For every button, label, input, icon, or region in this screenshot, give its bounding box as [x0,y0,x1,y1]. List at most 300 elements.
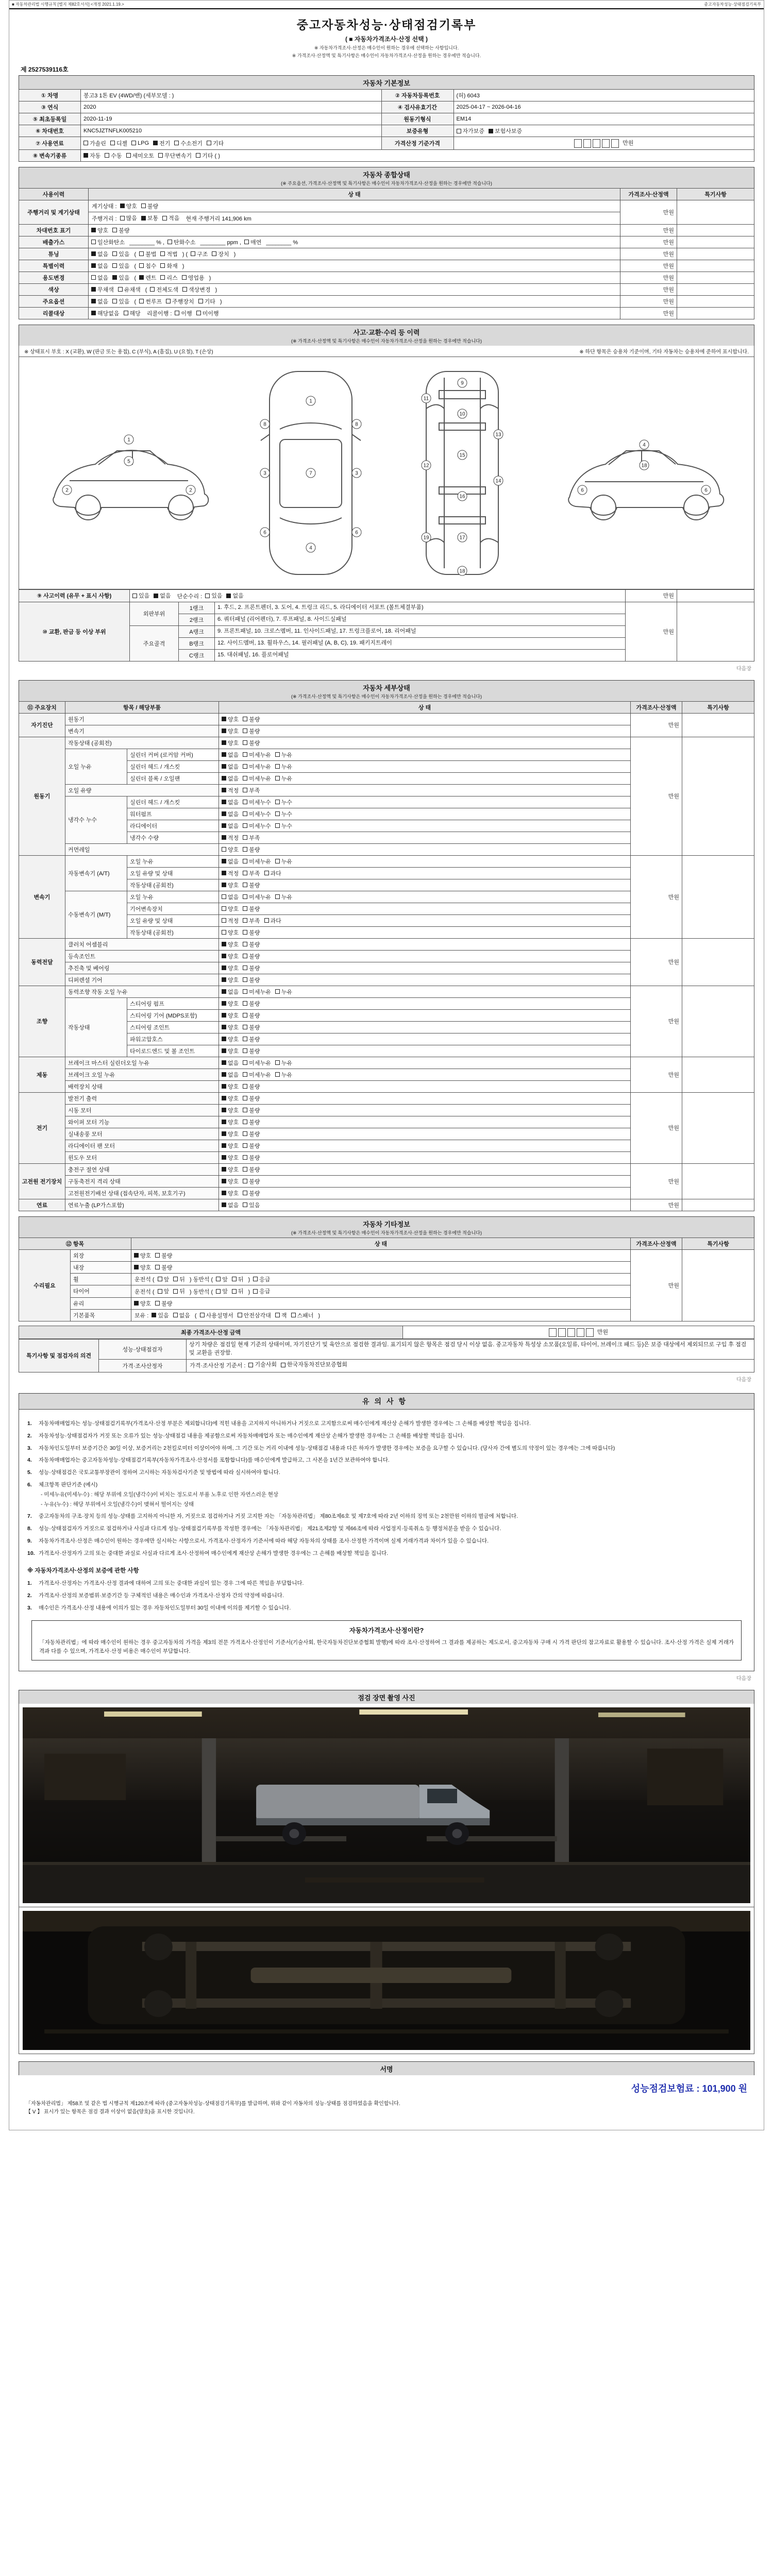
checkbox-group-cell [89,295,620,307]
checkbox-전체도색 [150,285,178,294]
field-label-cell: ⑤ 최초등록일 [19,113,81,125]
inline-text: ) [220,299,222,306]
table-row [19,260,754,272]
checkbox-box [222,1155,226,1160]
field-value-cell: 만원 [620,260,677,272]
checkbox-box [264,871,269,875]
checkbox-label: 불량 [249,941,260,948]
checkbox-group-cell [219,843,631,855]
field-label-cell: 튜닝 [19,248,89,260]
checkbox-있음 [152,1311,169,1319]
checkbox-미세누수 [243,822,271,830]
checkbox-box [173,1289,178,1294]
field-value-cell [682,1199,754,1211]
checkbox-불량 [141,202,158,210]
checkbox-label: 기타 [212,140,224,147]
checkbox-label: 영업용 [188,275,205,281]
field-value-cell: 변속기 [65,725,219,737]
checkbox-불량 [243,952,260,960]
field-label-cell: 배출가스 [19,236,89,248]
inline-text: 운전석 ( [135,1289,155,1295]
checkbox-양호 [222,1177,239,1185]
checkbox-없음 [91,250,108,258]
checkbox-group-cell [89,200,620,212]
field-value-cell: 디퍼렌셜 기어 [65,974,219,986]
inline-text: ( [134,299,137,306]
checkbox-group-cell [89,283,620,295]
checkbox-group-cell [219,914,631,926]
checkbox-양호 [134,1263,151,1272]
checkbox-label: 뒤 [238,1276,244,1283]
checkbox-리스 [160,274,177,282]
checkbox-양호 [222,845,239,854]
field-value-cell: 만원 [631,938,682,986]
inspector-opinion-table [19,1339,754,1372]
field-value-cell: 만원 [620,295,677,307]
checkbox-group-cell [81,149,754,161]
page-4 [9,1690,764,2116]
checkbox-적정 [222,834,239,842]
checkbox-box [275,764,280,769]
field-value-cell: 실린더 커버 (로커암 커버) [127,749,219,760]
field-value-cell: 시동 모터 [65,1104,219,1116]
checkbox-box [243,1191,247,1195]
checkbox-label: 있음 [119,298,130,305]
checkbox-없음 [173,1311,190,1319]
field-value-cell [682,855,754,938]
notice-body [19,1410,754,1671]
field-label-cell: 용도변경 [19,272,89,283]
checkbox-box [222,847,226,852]
checkbox-양호 [222,1142,239,1150]
checkbox-label: 불량 [119,227,130,234]
checkbox-양호 [134,1299,151,1308]
checkbox-group-cell [131,1285,631,1298]
checkbox-label: 미세누유 [249,1072,271,1078]
checkbox-label: 불량 [249,1024,260,1031]
svg-text:9: 9 [460,380,464,386]
checkbox-group-cell [219,1140,631,1151]
table-row [19,713,754,725]
checkbox-box [222,942,226,946]
field-value-cell: 와이퍼 모터 기능 [65,1116,219,1128]
checkbox-group-cell [219,1092,631,1104]
checkbox-label: 부족 [249,787,260,794]
legal-line-2: 【 V 】 표시가 있는 항목은 점검 결과 이상이 없음(양호)을 표시한 것입니다. [26,2109,195,2115]
checkbox-label: 불량 [249,1178,260,1185]
svg-text:18: 18 [459,568,465,574]
checkbox-label: 불량 [161,1264,173,1271]
checkbox-수소전기 [174,139,203,147]
field-label-cell: 리콜대상 [19,307,89,319]
checkbox-일산화탄소 [91,238,125,246]
checkbox-불량 [243,715,260,723]
field-value-cell [677,295,754,307]
checkbox-누수 [275,810,292,818]
checkbox-label: 리스 [166,275,178,281]
field-label-cell: 특기사항 및 점검자의 의견 [19,1339,99,1372]
checkbox-box [222,1048,226,1053]
checkbox-부족 [243,786,260,794]
field-value-cell [682,713,754,737]
checkbox-label: 한국자동차진단보증협회 [287,1361,347,1368]
svg-text:18: 18 [641,463,647,469]
checkbox-label: 없음 [179,1312,190,1319]
inline-text: ( [134,251,137,258]
field-label-cell: 가격조사·산정액 [620,188,677,200]
field-label-cell: 전기 [19,1092,65,1163]
table-row [19,236,754,248]
checkbox-미세누유 [243,1071,271,1079]
field-value-cell: 스티어링 조인트 [127,1021,219,1033]
next-page-marker: 다음장 [736,666,751,672]
field-label-cell: 차대번호 표기 [19,224,89,236]
checkbox-box [253,1289,258,1294]
checkbox-label: 누유 [281,989,293,995]
checkbox-없음 [222,893,239,901]
insurance-premium-value: 101,900 원 [702,2083,747,2094]
checkbox-불량 [243,881,260,889]
checkbox-box [222,1037,226,1041]
checkbox-보통 [141,214,158,222]
checkbox-label: 누유 [281,764,293,770]
checkbox-group-cell [219,1021,631,1033]
checkbox-label: 많음 [126,215,137,222]
checkbox-label: 매연 [250,239,262,246]
checkbox-label: 있음 [119,263,130,269]
field-label-cell: ② 자동차등록번호 [381,90,453,101]
checkbox-잭 [275,1311,287,1319]
checkbox-label: 적정 [228,787,239,794]
checkbox-누유 [275,762,292,771]
checkbox-box [243,930,247,935]
checkbox-label: 앞 [163,1289,170,1295]
checkbox-label: 침수 [145,263,157,269]
checkbox-box [264,918,269,923]
sign-section-header: 서명 [19,2061,754,2075]
inline-text: 가격·조사산정 기준서 : [190,1363,246,1369]
checkbox-box [222,1191,226,1195]
checkbox-label: LPG [138,140,149,146]
checkbox-화재 [160,262,177,270]
checkbox-양호 [222,1047,239,1055]
digit-box [577,1328,584,1337]
checkbox-불량 [243,1023,260,1031]
checkbox-양호 [222,1023,239,1031]
basic-info-section-header: 자동차 기본정보 [19,75,754,89]
table-row [19,1199,754,1211]
field-value-cell [682,986,754,1057]
field-value-cell: 파워고압호스 [127,1033,219,1045]
checkbox-box [91,240,96,244]
checkbox-기타 ( ) [196,151,220,160]
checkbox-label: 불법 [145,251,157,258]
svg-text:6: 6 [355,530,359,536]
field-value-cell: 브레이크 마스터 실린더오일 누유 [65,1057,219,1069]
checkbox-불량 [243,1035,260,1043]
table-row [19,149,754,161]
table-row [19,224,754,236]
field-value-cell [677,272,754,283]
checkbox-box [243,800,247,804]
svg-text:14: 14 [495,478,501,484]
checkbox-불량 [243,1154,260,1162]
checkbox-box [182,287,187,292]
checkbox-box [173,1277,178,1281]
checkbox-box [139,263,144,268]
checkbox-없음 [222,1201,239,1209]
checkbox-이행 [175,309,192,317]
checkbox-label: 세미오토 [132,152,155,159]
checkbox-양호 [222,1035,239,1043]
checkbox-box [222,977,226,982]
next-page-marker: 다음장 [736,1377,751,1383]
checkbox-있음 [112,274,129,282]
checkbox-양호 [222,964,239,972]
checkbox-box [222,823,226,828]
checkbox-불량 [243,1142,260,1150]
checkbox-label: 기타 [204,298,215,305]
field-label-cell: 특별이력 [19,260,89,272]
checkbox-box [243,918,247,923]
svg-text:6: 6 [263,530,267,536]
checkbox-양호 [222,1154,239,1162]
checkbox-있음 [112,297,129,306]
table-row [19,1326,754,1339]
checkbox-group-cell [219,725,631,737]
checkbox-있음 [205,591,222,600]
checkbox-group-cell [219,784,631,796]
checkbox-group-cell [219,1187,631,1199]
checkbox-label: 누유 [281,1060,293,1066]
notice-title: 유의사항 [19,1394,754,1410]
field-label-cell: 색상 [19,283,89,295]
checkbox-label: 있음 [139,593,150,600]
svg-text:4: 4 [309,545,313,551]
digit-box [611,139,619,148]
checkbox-해당 [124,309,141,317]
checkbox-box [275,823,280,828]
table-row [19,602,754,614]
checkbox-box [291,1313,296,1317]
notice-item: 1. 가격조사·산정자는 가격조사·산정 결과에 대하여 고의 또는 중대한 과실이 있는 경우 그에 따른 책임을 부담합니다. [27,1580,304,1586]
checkbox-적음 [162,214,179,222]
inline-text: ( [134,275,137,282]
field-label-cell: ③ 연식 [19,101,81,113]
checkbox-box [216,1289,221,1294]
field-value-cell: 윈도우 모터 [65,1151,219,1163]
checkbox-group-cell [219,1199,631,1211]
checkbox-box [222,1013,226,1018]
field-value-cell: 냉각수 누수 [65,796,127,843]
field-label-cell: 가격산정 기준가격 [381,137,453,150]
checkbox-label: 디젤 [116,140,128,147]
checkbox-누유 [275,774,292,783]
inspection-photo-frame-2 [19,1907,754,2054]
checkbox-양호 [222,976,239,984]
checkbox-label: 미세누유 [249,1060,271,1066]
checkbox-box [91,311,96,315]
field-value-cell: 등속조인트 [65,950,219,962]
checkbox-box [141,204,146,208]
checkbox-label: 누유 [281,775,293,782]
checkbox-양호 [222,1165,239,1174]
field-value-cell: 스티어링 기어 (MDPS포함) [127,1009,219,1021]
checkbox-group-cell [219,1080,631,1092]
table-row [19,1249,754,1261]
checkbox-없음 [91,297,108,306]
document [9,0,764,2130]
checkbox-box [166,299,171,303]
checkbox-box [275,989,280,994]
checkbox-label: 사용설명서 [206,1312,233,1319]
svg-text:2: 2 [189,487,192,494]
checkbox-box [243,1155,247,1160]
checkbox-box [243,883,247,887]
checkbox-양호 [222,739,239,747]
checkbox-label: 잭 [281,1312,287,1319]
checkbox-label: 앞 [222,1289,228,1295]
notice-item: 4. 자동차매매업자는 중고자동차성능·상태점검기록부(자동차가격조사·산정서를 포함합니다)를 매수인에게 발급하고, 그 사본을 1년간 보관하여야 합니다. [27,1457,390,1464]
table-row [19,113,754,125]
checkbox-label: 없음 [228,764,239,770]
checkbox-label: 양호 [228,1131,239,1138]
checkbox-적정 [222,786,239,794]
checkbox-label: 불량 [249,1012,260,1019]
field-value-cell [682,1249,754,1321]
checkbox-label: 보험사보증 [495,128,523,134]
field-value-cell: 외장 [71,1249,131,1261]
checkbox-label: 렌트 [145,275,157,281]
digit-box [574,139,582,148]
checkbox-불량 [243,964,260,972]
field-value-cell: 상기 차량은 점검일 현재 기준의 상태이며, 자기진단기 및 육안으로 점검한 결과임. 표기되지 않은 항목은 점검 당시 이상 없음. 중고자동차 특성상 소모품(오일류, 타이어, 브레이크 패드 등)은 보증 대상에서 제외되므로 구입 후 점검 및 교환을 권장함. [187,1339,754,1359]
table-row [19,90,754,101]
checkbox-box [222,1096,226,1100]
checkbox-box [153,141,158,145]
checkbox-label: 전체도색 [156,286,178,293]
checkbox-미세누수 [243,798,271,806]
checkbox-box [132,594,137,598]
checkbox-label: 뒤 [179,1276,185,1283]
checkbox-box [275,776,280,781]
checkbox-label: 불량 [249,953,260,960]
checkbox-group-cell [219,772,631,784]
checkbox-label: 양호 [228,882,239,889]
checkbox-box [112,228,117,232]
checkbox-불량 [243,739,260,747]
checkbox-label: 화재 [166,263,178,269]
checkbox-label: 양호 [228,1178,239,1185]
field-label-cell: 동력전달 [19,938,65,986]
inline-text: ) [233,251,236,258]
checkbox-box [222,1025,226,1029]
checkbox-box [112,251,117,256]
checkbox-label: 없음 [228,811,239,818]
field-label-cell: ① 차명 [19,90,81,101]
field-label-cell: 주요옵션 [19,295,89,307]
field-value-cell: 만원 [620,272,677,283]
checkbox-box [489,129,493,133]
field-label-cell: ⑫ 항목 [19,1238,131,1249]
svg-text:7: 7 [309,470,313,477]
checkbox-group-cell [219,796,631,808]
field-value-cell: 실린더 헤드 / 개스킷 [127,796,219,808]
checkbox-box [83,153,88,158]
insurance-premium [631,2081,747,2095]
svg-text:6: 6 [581,487,584,494]
checkbox-group-cell [219,1128,631,1140]
checkbox-box [175,311,179,315]
inline-text: ) 동반석 ( [189,1289,213,1295]
field-value-cell: 만원 [631,737,682,855]
checkbox-label: 양호 [228,1107,239,1114]
checkbox-group-cell [219,938,631,950]
checkbox-group-cell [131,1273,631,1285]
car-damage-diagrams [19,357,754,589]
checkbox-label: 불량 [249,1036,260,1043]
svg-text:11: 11 [423,396,429,402]
checkbox-불량 [243,1047,260,1055]
checkbox-label: 불량 [147,203,159,210]
checkbox-label: 있음 [119,251,130,258]
checkbox-box [243,1131,247,1136]
checkbox-box [83,141,88,145]
checkbox-불량 [243,1118,260,1126]
field-value-cell [682,1057,754,1092]
field-value-cell [677,248,754,260]
digit-box [549,1328,557,1337]
checkbox-box [139,251,144,256]
table-row [19,1092,754,1104]
field-value-cell [682,938,754,986]
svg-text:19: 19 [423,535,429,541]
checkbox-group-cell [131,1261,631,1273]
field-value-cell: 오일 누유 [127,891,219,903]
checkbox-label: 누수 [281,823,293,829]
checkbox-자동 [83,151,100,160]
checkbox-box [222,1131,226,1136]
checkbox-group-cell [219,820,631,832]
checkbox-label: 양호 [97,227,109,234]
checkbox-label: 해당없음 [97,310,120,317]
field-label-cell: 가격·조사산정자 [99,1359,187,1372]
field-value-cell: 만원 [620,236,677,248]
field-value-cell: 고전원전기배선 상태 (접속단자, 피복, 보호기구) [65,1187,219,1199]
checkbox-box [243,871,247,875]
checkbox-box [167,240,172,244]
inline-text: 주행거리 : [92,215,117,222]
digit-box [593,139,600,148]
guarantee-heading: ※ 자동차가격조사·산정의 보증에 관한 사항 [27,1567,139,1574]
checkbox-box [281,1363,285,1367]
field-value-cell: 실린더 블록 / 오일팬 [127,772,219,784]
checkbox-침수 [139,262,156,270]
print-header [9,1,764,9]
checkbox-수동 [105,151,122,160]
checkbox-label: 양호 [228,1048,239,1055]
basic-info-table [19,89,754,162]
checkbox-적정 [222,869,239,877]
field-value-cell: 브레이크 오일 누유 [65,1069,219,1080]
field-value-cell: 오일 유량 [65,784,219,796]
checkbox-box [243,1202,247,1207]
checkbox-box [222,883,226,887]
checkbox-label: 없음 [228,775,239,782]
checkbox-양호 [222,1106,239,1114]
checkbox-label: 양호 [228,977,239,984]
field-value-cell: 오일 유량 및 상태 [127,914,219,926]
